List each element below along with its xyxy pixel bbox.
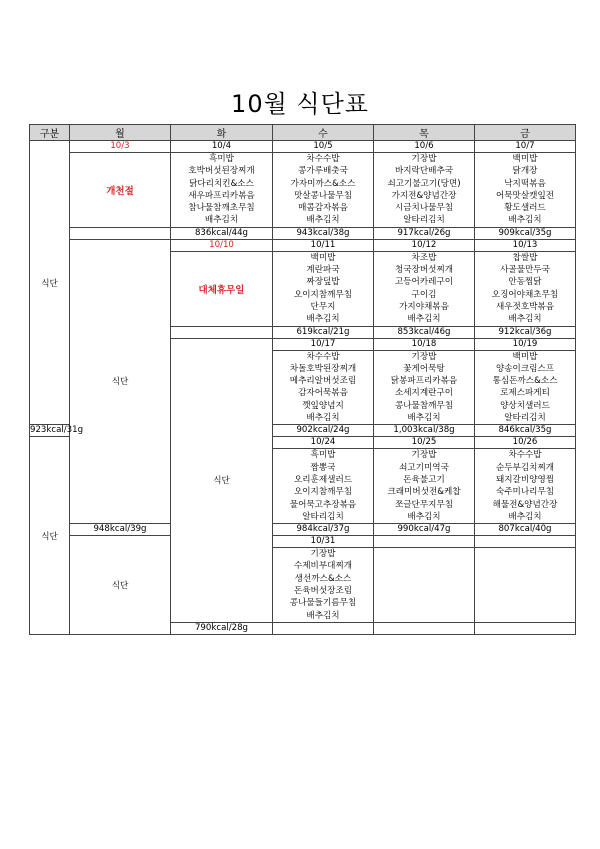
menu-item: 닭개장 (512, 166, 538, 177)
menu-item: 배추김치 (306, 413, 340, 424)
menu-item: 차수수밥 (306, 154, 340, 164)
week-date-row (30, 239, 576, 251)
menu-item: 백미밥 (512, 351, 538, 362)
menu-item: 안동찜닭 (508, 277, 542, 288)
menu-item: 배추김치 (306, 610, 340, 621)
menu-item: 계란파국 (306, 265, 340, 276)
menu-item: 배추김치 (508, 215, 542, 226)
header-row (30, 125, 576, 141)
date-tue: 10/11 (273, 239, 374, 251)
day-menu-mon (273, 548, 374, 623)
menu-item: 시금치나물무침 (394, 203, 454, 214)
row-category-label: 식단 (30, 141, 70, 425)
menu-item: 배추김치 (306, 314, 340, 325)
day-menu-mon (273, 350, 374, 425)
kcal-mon: 948kcal/39g (70, 524, 171, 536)
menu-item: 기장밥 (310, 549, 336, 560)
menu-item: 수제비부대찌개 (293, 561, 353, 572)
day-menu-wed (475, 548, 576, 623)
kcal-tue (273, 622, 374, 634)
menu-item: 짜장덮밥 (306, 277, 340, 288)
menu-item: 배추김치 (508, 511, 542, 522)
menu-item: 순두부김치찌개 (495, 462, 555, 473)
menu-item: 돼지갈비양영찜 (495, 474, 555, 485)
holiday-label: 대체휴무일 (198, 284, 245, 296)
menu-item: 구이김 (411, 289, 437, 300)
date-wed: 10/12 (374, 239, 475, 251)
kcal-thu: 807kcal/40g (475, 524, 576, 536)
date-thu: 10/13 (475, 239, 576, 251)
day-menu-wed (273, 153, 374, 228)
menu-item: 차수수밥 (306, 351, 340, 362)
menu-item: 콩나물참깨무침 (394, 400, 454, 411)
menu-item: 오징어야채초무침 (491, 289, 559, 300)
day-menu-tue (374, 350, 475, 425)
header-wed: 수 (273, 125, 374, 141)
menu-item: 콩나물들기름무침 (289, 598, 357, 609)
menu-item: 흑미밥 (310, 450, 336, 461)
menu-item: 호박버섯된장찌개 (188, 166, 255, 177)
page-title: 10월 식단표 (231, 90, 369, 118)
date-wed: 10/26 (475, 437, 576, 449)
menu-item: 쇠고기미역국 (399, 462, 449, 473)
menu-item: 양송이크림스프 (495, 363, 555, 374)
menu-item: 배추김치 (508, 314, 542, 325)
kcal-tue: 902kcal/24g (273, 425, 374, 437)
menu-item: 알타리김치 (302, 511, 344, 522)
header-category: 구분 (30, 125, 70, 141)
menu-item: 깻잎양념지 (302, 400, 344, 411)
kcal-wed (374, 622, 475, 634)
kcal-tue: 836kcal/44g (171, 227, 273, 239)
day-menu-mon (70, 153, 171, 228)
week-date-row (30, 141, 576, 153)
menu-item: 바지락단배추국 (394, 166, 454, 177)
menu-item: 쪼글단무지무침 (394, 499, 454, 510)
menu-item: 새우파프리카볶음 (188, 190, 255, 201)
header-mon: 월 (70, 125, 171, 141)
menu-item: 단무지 (310, 301, 336, 312)
kcal-thu: 846kcal/35g (475, 425, 576, 437)
menu-item: 배추김치 (407, 314, 441, 325)
meal-table (29, 124, 576, 635)
day-menu-mon (171, 251, 273, 326)
week-items-row (30, 153, 576, 228)
menu-item: 물어묵고추장볶음 (289, 499, 357, 510)
header-thu: 목 (374, 125, 475, 141)
menu-item: 돈육불고기 (403, 474, 445, 485)
kcal-mon (171, 326, 273, 338)
menu-item: 소세지계란구이 (394, 388, 454, 399)
menu-item: 기장밥 (411, 450, 437, 461)
day-menu-tue (374, 449, 475, 524)
header-fri: 금 (475, 125, 576, 141)
menu-item: 배추김치 (407, 511, 441, 522)
menu-item: 기장밥 (411, 351, 437, 362)
menu-item: 알타리김치 (504, 413, 546, 424)
date-fri: 10/7 (475, 141, 576, 153)
holiday-label: 개천절 (106, 185, 134, 197)
day-menu-tue (273, 251, 374, 326)
menu-item: 닭다리치킨&소스 (189, 178, 254, 189)
menu-item: 양상치샐러드 (500, 400, 550, 411)
menu-item: 배추김치 (306, 215, 340, 226)
kcal-mon: 790kcal/28g (171, 622, 273, 634)
kcal-fri: 909kcal/35g (475, 227, 576, 239)
menu-item: 백미밥 (512, 154, 538, 164)
menu-item: 차수수밥 (508, 450, 542, 461)
row-category-label: 식단 (171, 338, 273, 622)
menu-item: 기장밥 (411, 154, 437, 164)
day-menu-fri (475, 153, 576, 228)
kcal-tue: 984kcal/37g (273, 524, 374, 536)
menu-item: 생선까스&소스 (294, 573, 352, 584)
menu-item: 고등어카레구이 (394, 277, 454, 288)
day-menu-tue (171, 153, 273, 228)
menu-item: 숙주미나리무침 (495, 487, 555, 498)
menu-item: 참나물참깨초무침 (188, 203, 255, 214)
day-menu-mon (273, 449, 374, 524)
menu-item: 감자어묵볶음 (298, 388, 348, 399)
kcal-tue: 619kcal/21g (273, 326, 374, 338)
menu-item: 어묵맛살캣잎전 (495, 190, 555, 201)
menu-item: 차조밥 (411, 252, 437, 263)
kcal-thu (475, 622, 576, 634)
date-wed: 10/19 (475, 338, 576, 350)
kcal-thu: 917kcal/26g (374, 227, 475, 239)
menu-item: 오리훈제샐러드 (293, 474, 353, 485)
menu-item: 가지야채볶음 (399, 301, 449, 312)
date-mon: 10/10 (171, 239, 273, 251)
menu-item: 메추리알버섯조림 (289, 376, 357, 387)
menu-item: 로제스파게티 (500, 388, 550, 399)
row-category-label: 식단 (30, 437, 70, 635)
menu-item: 새우젓호박볶음 (495, 301, 555, 312)
menu-item: 흑미밥 (209, 154, 234, 164)
menu-item: 황도샐러드 (504, 203, 546, 214)
kcal-wed: 943kcal/38g (273, 227, 374, 239)
date-mon: 10/3 (70, 141, 171, 153)
date-tue: 10/25 (374, 437, 475, 449)
date-tue: 10/18 (374, 338, 475, 350)
menu-item: 배추김치 (407, 413, 441, 424)
menu-item: 크래미버섯전&케찹 (387, 487, 461, 498)
menu-item: 짬뽕국 (310, 462, 336, 473)
menu-item: 차돌호박된장찌개 (289, 363, 357, 374)
menu-item: 오이지참깨무침 (293, 487, 353, 498)
week-kcal-row (30, 227, 576, 239)
date-mon: 10/17 (273, 338, 374, 350)
menu-item: 돈육버섯장조림 (293, 586, 353, 597)
menu-item: 찹쌀밥 (512, 252, 538, 263)
date-wed (475, 536, 576, 548)
menu-item: 꽃게어묵탕 (403, 363, 445, 374)
kcal-mon (70, 227, 171, 239)
day-menu-wed (475, 449, 576, 524)
menu-item: 닭봉파프리카볶음 (390, 376, 458, 387)
menu-item: 알타리김치 (403, 215, 445, 226)
menu-item: 맛살콩나물무침 (293, 190, 353, 201)
row-category-label: 식단 (70, 239, 171, 523)
menu-item: 콩가루배춧국 (298, 166, 348, 177)
menu-item: 가자미까스&소스 (290, 178, 356, 189)
kcal-wed: 853kcal/46g (374, 326, 475, 338)
kcal-wed: 990kcal/47g (374, 524, 475, 536)
date-tue: 10/4 (171, 141, 273, 153)
day-menu-wed (475, 350, 576, 425)
kcal-wed: 1,003kcal/38g (374, 425, 475, 437)
menu-item: 낙지떡볶음 (504, 178, 546, 189)
week-date-row (30, 536, 576, 548)
date-wed: 10/5 (273, 141, 374, 153)
menu-item: 가지전&양념간장 (391, 190, 457, 201)
day-menu-thu (475, 251, 576, 326)
menu-item: 오이지참깨무침 (293, 289, 353, 300)
menu-item: 쇠고기불고기(당면) (387, 178, 461, 189)
header-tue: 화 (171, 125, 273, 141)
menu-item: 매콤감자볶음 (298, 203, 348, 214)
row-category-label: 식단 (70, 536, 171, 635)
date-mon: 10/31 (273, 536, 374, 548)
date-mon: 10/24 (273, 437, 374, 449)
menu-item: 해물전&양념간장 (492, 499, 558, 510)
menu-item: 통심돈까스&소스 (492, 376, 558, 387)
day-menu-tue (374, 548, 475, 623)
day-menu-wed (374, 251, 475, 326)
date-thu: 10/6 (374, 141, 475, 153)
kcal-mon: 923kcal/31g (30, 425, 84, 436)
kcal-thu: 912kcal/36g (475, 326, 576, 338)
menu-item: 배추김치 (204, 215, 239, 226)
menu-item: 백미밥 (310, 252, 336, 263)
menu-item: 사골물만두국 (500, 265, 550, 276)
week-kcal-row (30, 524, 576, 536)
day-menu-thu (374, 153, 475, 228)
date-tue (374, 536, 475, 548)
menu-item: 청국장버섯찌개 (394, 265, 454, 276)
